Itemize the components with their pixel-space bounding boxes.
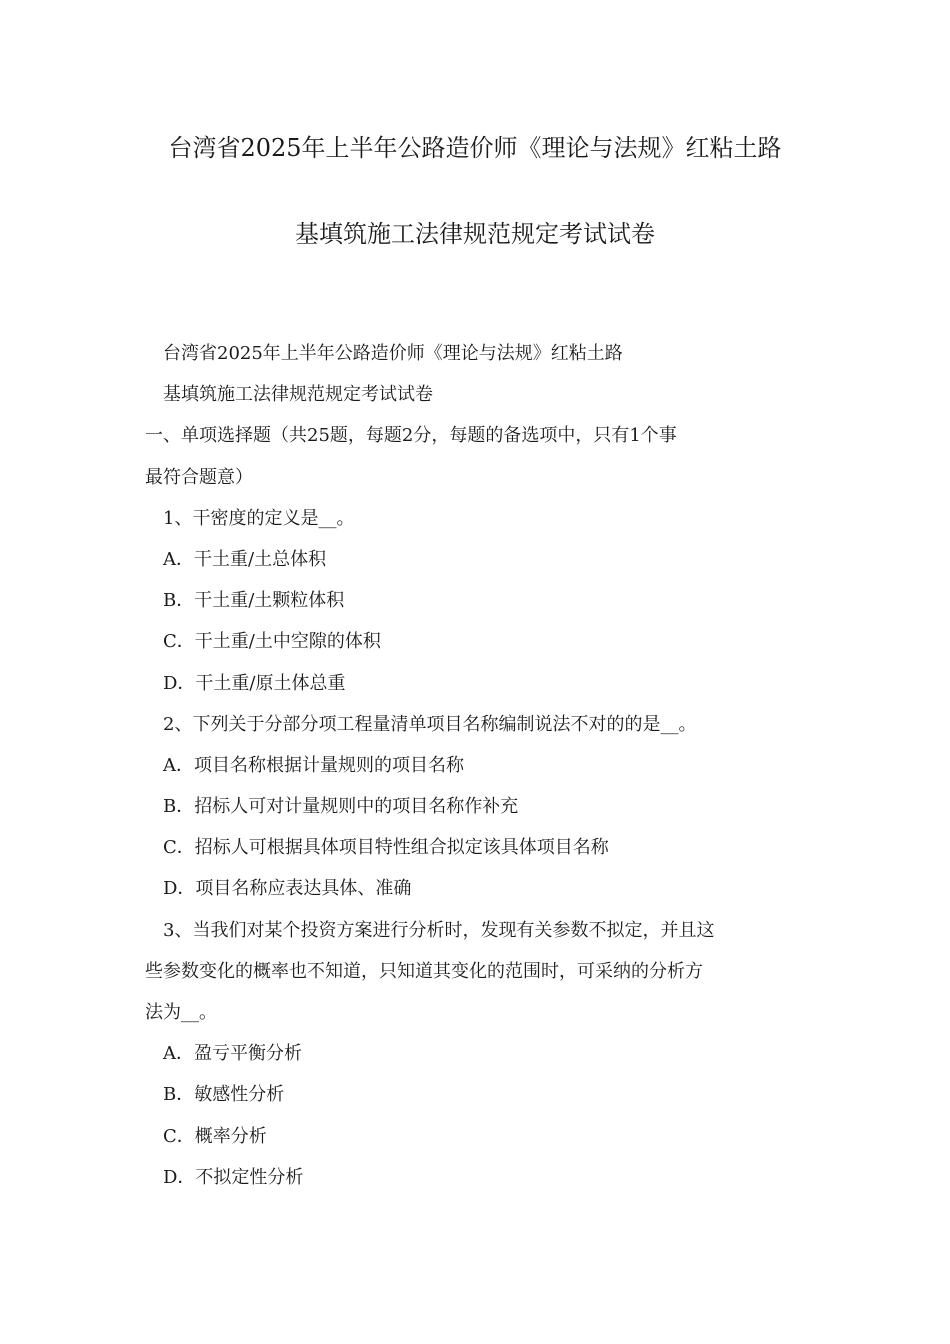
document-title-line-1: 台湾省2025年上半年公路造价师《理论与法规》红粘土路 <box>168 134 782 162</box>
body-line: 法为__。 <box>145 1002 217 1023</box>
body-line: D．不拟定性分析 <box>163 1166 304 1188</box>
body-line: B．招标人可对计量规则中的项目名称作补充 <box>163 796 519 818</box>
body-line: 台湾省2025年上半年公路造价师《理论与法规》红粘土路 <box>163 343 623 364</box>
body-line: 2、下列关于分部分项工程量清单项目名称编制说法不对的的是__。 <box>163 713 697 735</box>
body-line: 3、当我们对某个投资方案进行分析时，发现有关参数不拟定，并且这 <box>163 919 715 941</box>
body-line: 基填筑施工法律规范规定考试试卷 <box>163 384 433 406</box>
body-line: 一、单项选择题（共25题，每题2分，每题的备选项中，只有1个事 <box>145 425 677 447</box>
body-line: C．概率分析 <box>163 1125 267 1147</box>
body-line: B．干土重/土颗粒体积 <box>163 590 345 612</box>
body-line: C．干土重/土中空隙的体积 <box>163 631 381 653</box>
document-body <box>145 333 805 1198</box>
body-line: D．干土重/原土体总重 <box>163 672 346 694</box>
document-title-line-2: 基填筑施工法律规范规定考试试卷 <box>295 220 655 248</box>
body-line: 1、干密度的定义是__。 <box>163 507 355 529</box>
body-line: C．招标人可根据具体项目特性组合拟定该具体项目名称 <box>163 837 609 859</box>
body-line: 最符合题意） <box>145 466 253 488</box>
body-line: A．盈亏平衡分析 <box>163 1043 302 1065</box>
body-line: A．项目名称根据计量规则的项目名称 <box>163 754 464 776</box>
body-line: B．敏感性分析 <box>163 1084 285 1106</box>
body-line: 些参数变化的概率也不知道，只知道其变化的范围时，可采纳的分析方 <box>145 960 703 982</box>
body-line: D．项目名称应表达具体、准确 <box>163 878 412 900</box>
body-line: A．干土重/土总体积 <box>163 548 327 570</box>
